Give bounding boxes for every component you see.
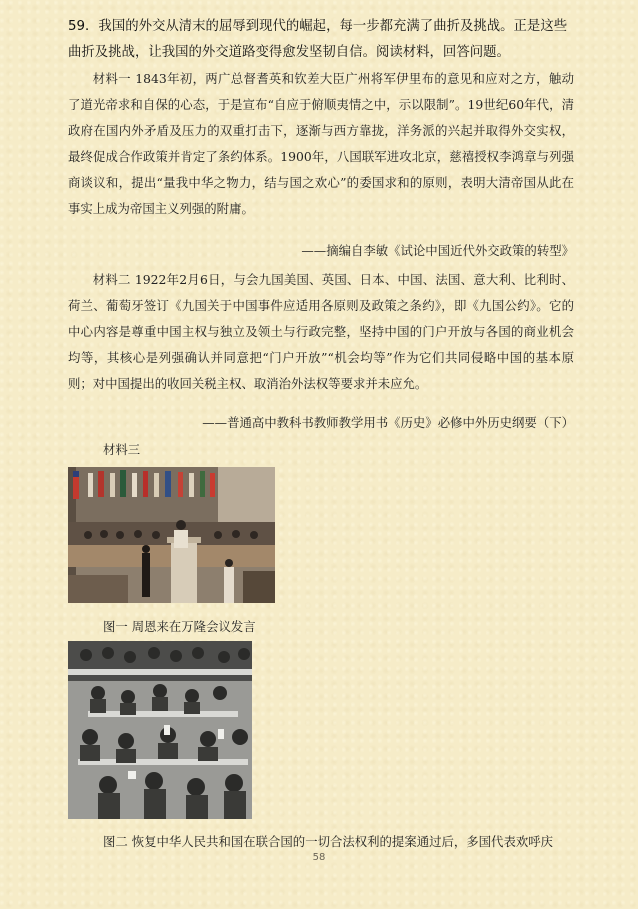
- material-3-label: 材料三: [103, 442, 141, 457]
- material-2-text: 材料二 1922年2月6日，与会九国美国、英国、日本、中国、法国、意大利、比利时、荷兰、葡萄牙签订《九国关于中国事件应适用各原则及政策之条约》，即《九国公约》。它的中心内容是尊重中国主权与独立及领土与行政完整，坚持中国的门户开放与各国的商业机会均等，其核心是列强确认并同意把“门户开放”“机会均等”作为它们共同侵略中国的基本原则；对中国提出的收回关税主权、取消治外法权等要求并未应允。: [68, 272, 574, 391]
- question-stem: 59．我国的外交从清末的屈辱到现代的崛起，每一步都充满了曲折及挑战。正是这些曲折及挑战，让我国的外交道路变得愈发坚韧自信。阅读材料，回答问题。: [68, 19, 568, 60]
- figure-1-caption: 图一 周恩来在万隆会议发言: [103, 619, 256, 634]
- figure-2-caption: 图二 恢复中华人民共和国在联合国的一切合法权利的提案通过后，多国代表欢呼庆: [103, 834, 554, 849]
- material-2-source: ——普通高中教科书教师教学用书《历史》必修中外历史纲要（下）: [202, 415, 574, 430]
- material-1-source: ——摘编自李敏《试论中国近代外交政策的转型》: [301, 243, 574, 258]
- figure-1-photo: [68, 467, 275, 603]
- material-1-text: 材料一 1843年初，两广总督耆英和钦差大臣广州将军伊里布的意见和应对之方，触动了道光帝求和自保的心态，于是宣布“自应于俯顺夷情之中，示以限制”。19世纪60年代，清政府在国内外矛盾及压力的双重打击下，逐渐与西方靠拢，洋务派的兴起并取得外交实权，最终促成合作政策并肯定了条约体系。1900年，八国联军进攻北京，慈禧授权李鸿章与列强商谈议和，提出“量我中华之物力，结与国之欢心”的委国求和的原则，表明大清帝国从此在事实上成为帝国主义列强的附庸。: [68, 71, 574, 216]
- page-number: 58: [312, 852, 326, 863]
- figure-2-photo: [68, 641, 252, 819]
